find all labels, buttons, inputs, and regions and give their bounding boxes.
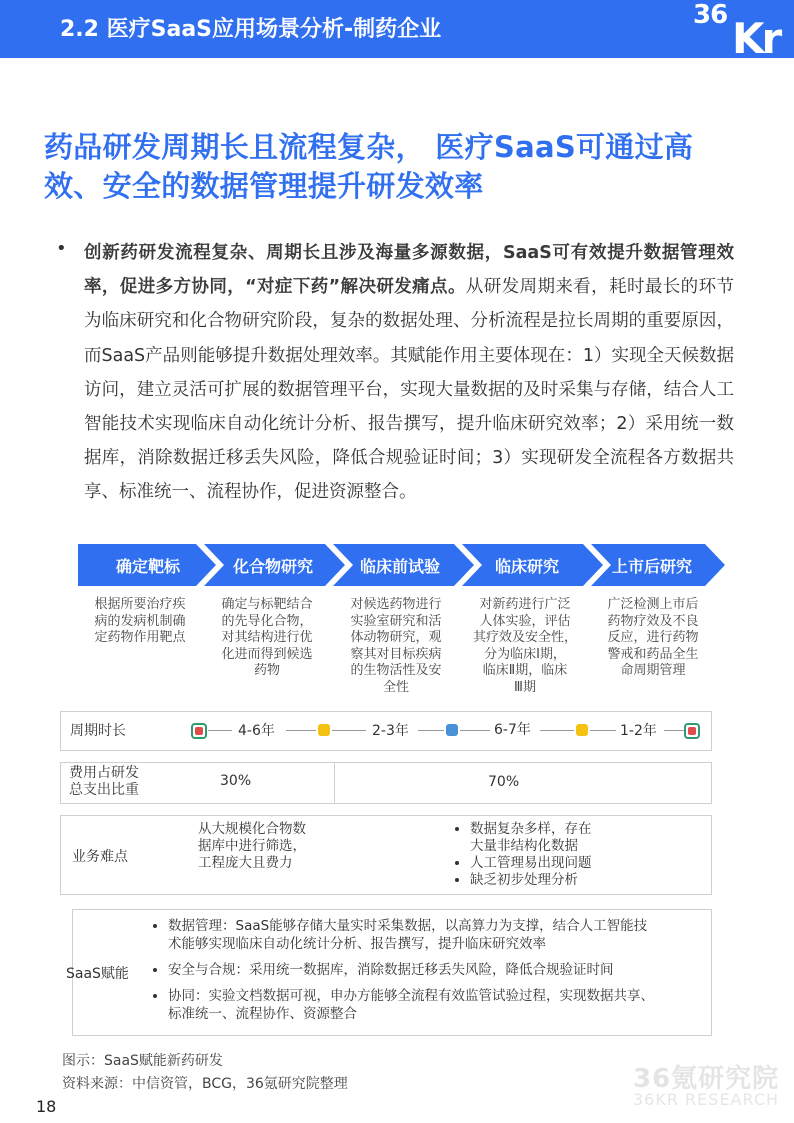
saas-item-text: 协同：实验文档数据可视，申办方能够全流程有效监管试验过程，实现数据共享、: [168, 988, 654, 1004]
saas-item: [168, 961, 724, 979]
difficulty-right-list: [452, 821, 710, 889]
desc-line: 察其对目标疾病: [350, 646, 442, 662]
desc-line: 实验室研究和活: [350, 613, 442, 629]
desc-line: 分为临床Ⅰ期，: [484, 646, 566, 662]
difficulty-item-text: 人工管理易出现问题: [470, 855, 592, 871]
difficulty-left: [198, 821, 306, 872]
timeline-line: [664, 730, 684, 731]
cycle-label: 周期时长: [70, 723, 126, 739]
timeline-line: [418, 730, 444, 731]
body-paragraph: [84, 236, 734, 510]
desc-line: 体动物研究，观: [350, 630, 442, 645]
saas-item: [168, 987, 724, 1023]
timeline-line: [208, 730, 232, 731]
headline-line-2: 效、安全的数据管理提升研发效率: [44, 169, 484, 203]
desc-line: 药物疗效及不良: [607, 613, 699, 629]
stage-label-3: 临床前试验: [359, 557, 440, 576]
stage-label-5: 上市后研究: [611, 557, 692, 576]
desc-line: 其疗效及安全性，: [472, 630, 577, 645]
timeline-line: [540, 730, 574, 731]
timeline-end-marker: [684, 723, 700, 739]
saas-item-text: 术能够实现临床自动化统计分析、报告撰写，提升临床研究效率: [168, 936, 546, 952]
desc-line: 反应，进行药物: [607, 630, 699, 645]
page-number: 18: [36, 1097, 57, 1116]
desc-line: 的先导化合物，: [221, 613, 313, 629]
timeline-line: [460, 730, 490, 731]
timeline-line: [332, 730, 366, 731]
desc-line: 的生物活性及安: [350, 663, 442, 678]
saas-label: SaaS赋能: [66, 966, 129, 982]
duration-1: 4-6年: [238, 723, 275, 739]
desc-line: 定药物作用靶点: [94, 630, 186, 645]
cost-divider: [334, 762, 335, 804]
difficulty-left-line: 从大规模化合物数: [198, 821, 306, 837]
section-title: 2.2 医疗SaaS应用场景分析-制药企业: [60, 17, 442, 42]
duration-3: 6-7年: [494, 722, 531, 738]
page-headline: [44, 128, 764, 206]
desc-line: 确定与标靶结合: [221, 597, 313, 612]
difficulty-item: [470, 855, 710, 872]
saas-list: [150, 917, 724, 1023]
saas-item: [168, 917, 724, 953]
desc-line: 对候选药物进行: [350, 597, 442, 612]
stage-label-2: 化合物研究: [232, 557, 313, 576]
desc-line: 临床Ⅱ期，临床: [482, 663, 568, 678]
desc-line: 命周期管理: [620, 663, 686, 678]
cost-clinical: 70%: [488, 774, 520, 790]
watermark-brand: 36氪研究院: [633, 1064, 780, 1094]
desc-line: 化进而得到候选: [221, 646, 313, 662]
timeline-marker-yellow: [318, 724, 330, 736]
difficulty-label: 业务难点: [72, 849, 128, 865]
desc-line: 警戒和药品全生: [607, 646, 699, 662]
timeline-line: [590, 730, 616, 731]
stage-label-4: 临床研究: [494, 557, 559, 576]
watermark-brand-en: 36KR RESEARCH: [633, 1090, 780, 1109]
difficulty-left-line: 工程庞大且费力: [198, 855, 293, 871]
desc-line: 病的发病机制确: [94, 613, 186, 629]
difficulty-item-text: 数据复杂多样，存在: [470, 821, 592, 837]
difficulty-item-text: 缺乏初步处理分析: [470, 872, 578, 888]
timeline-marker-blue: [446, 724, 458, 736]
desc-line: 对其结构进行优: [221, 630, 313, 645]
stage-label-1: 确定靶标: [115, 557, 180, 576]
cost-row: [60, 762, 712, 804]
stage-desc-5: [592, 597, 714, 680]
stage-desc-3: [334, 597, 458, 696]
duration-2: 2-3年: [372, 723, 409, 739]
header-bar: [0, 0, 794, 63]
headline-line-1: 药品研发周期长且流程复杂， 医疗SaaS可通过高: [44, 130, 694, 164]
desc-line: 对新药进行广泛: [479, 597, 571, 612]
desc-line: 广泛检测上市后: [607, 597, 699, 612]
stage-desc-1: [80, 597, 200, 647]
stage-desc-2: [206, 597, 328, 680]
timeline-line: [286, 730, 316, 731]
cost-label-line: 总支出比重: [69, 782, 139, 798]
body-bold-text: 创新药研发流程复杂、周期长且涉及海量多源数据，SaaS可有效提升数据管理效率，促进多方协同，“对症下药”解决研发痛点。: [84, 243, 734, 298]
desc-line: 根据所要治疗疾: [94, 597, 186, 612]
cost-compound: 30%: [220, 773, 252, 789]
duration-4: 1-2年: [620, 723, 657, 739]
logo-36: 36: [693, 0, 728, 30]
body-normal-text: 从研发周期来看，耗时最长的环节为临床研究和化合物研究阶段，复杂的数据处理、分析流程是拉长周期的重要原因，而SaaS产品则能够提升数据处理效率。其赋能作用主要体现在：1）实现全天候数据访问，建立灵活可扩展的数据管理平台，实现大量数据的及时采集与存储，结合人工智能技术实现临床自动化统计分析、报告撰写，提升临床研究效率；2）采用统一数据库，消除数据迁移丢失风险，降低合规验证时间；3）实现研发全流程各方数据共享、标准统一、流程协作，促进资源整合。: [84, 277, 734, 503]
difficulty-item: [470, 872, 710, 889]
saas-item-text: 数据管理：SaaS能够存储大量实时采集数据，以高算力为支撑，结合人工智能技: [168, 918, 648, 934]
desc-line: 全性: [382, 679, 409, 695]
bullet-dot: •: [56, 238, 67, 259]
source-caption: 资料来源：中信资管，BCG，36氪研究院整理: [62, 1076, 348, 1092]
saas-item-text: 安全与合规：采用统一数据库，消除数据迁移丢失风险，降低合规验证时间: [168, 962, 614, 978]
difficulty-left-line: 据库中进行筛选，: [198, 838, 306, 854]
saas-item-text: 标准统一、流程协作、资源整合: [168, 1006, 357, 1022]
desc-line: Ⅲ期: [514, 679, 536, 695]
difficulty-item: [470, 821, 710, 855]
cost-label: [62, 765, 146, 799]
timeline-start-marker: [191, 723, 207, 739]
stage-desc-4: [462, 597, 588, 696]
desc-line: 人体实验，评估: [479, 613, 571, 629]
logo-kr: Kr: [732, 14, 780, 63]
timeline-marker-yellow: [576, 724, 588, 736]
desc-line: 药物: [253, 663, 280, 678]
cost-label-line: 费用占研发: [69, 765, 139, 781]
difficulty-item-text: 大量非结构化数据: [470, 838, 578, 854]
figure-caption: 图示：SaaS赋能新药研发: [62, 1053, 223, 1069]
